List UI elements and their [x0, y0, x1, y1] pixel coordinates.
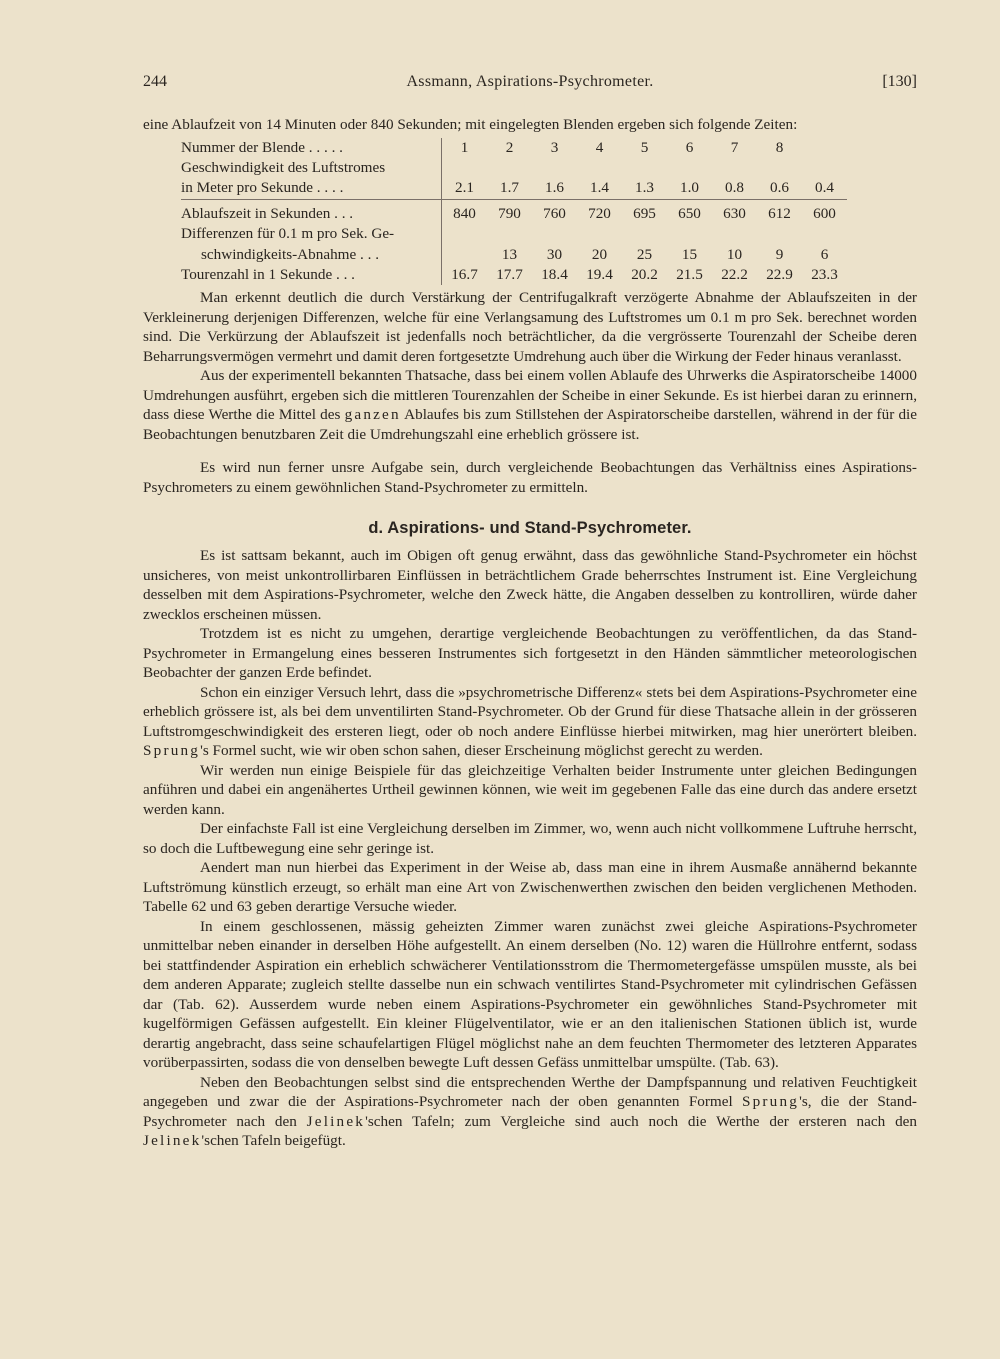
table-cell: 695: [633, 204, 656, 222]
spaced-word: Jelinek: [143, 1132, 202, 1150]
row-label: in Meter pro Sekunde . . . .: [181, 178, 442, 199]
row-label: Nummer der Blende . . . . .: [181, 138, 442, 158]
table-cell: [442, 245, 488, 265]
running-title: Assmann, Aspirations-Psychrometer.: [406, 73, 654, 90]
table-cell: 630: [723, 204, 746, 222]
table-row: [181, 265, 847, 285]
table-cell: 1.4: [577, 178, 622, 199]
table-cell: 1.7: [487, 178, 532, 199]
paragraph: Aendert man nun hierbei das Experiment in der Weise ab, dass man eine in ihrem Ausmaße annähernd bekannte Luftströmung künstlich erzeugt, so erhält man eine Art von Zwischenwerthen zwischen den beiden verglichenen Methoden. Tabelle 62 und 63 geben derartige Versuche wieder.: [143, 859, 917, 916]
table-cell: [802, 138, 847, 158]
section-heading: d. Aspirations- und Stand-Psychrometer.: [368, 519, 692, 538]
row-label: Ablaufszeit in Sekunden . . .: [181, 199, 442, 224]
paragraph: Aus der experimentell bekannten Thatsache, dass bei einem vollen Ablaufe des Uhrwerks die Aspiratorscheibe 14000 Umdrehungen ausführt, ergeben sich die mittleren Tourenzahlen der Scheibe in einer Sekunde. Es ist hierbei daran zu erinnern, dass diese Werthe die Mittel des ganzen Ablaufes bis zum Stillstehen der Aspiratorscheibe darstellen, während in der für die Beobachtungen benutzbaren Zeit die Umdrehungszahl eine erheblich grössere ist.: [143, 367, 918, 443]
intro-line: eine Ablaufzeit von 14 Minuten oder 840 Sekunden; mit eingelegten Blenden ergeben sich folgende Zeiten:: [143, 116, 798, 133]
table-cell: 3: [550, 138, 559, 156]
table-cell: 790: [498, 204, 521, 222]
table-cell: 0.6: [757, 178, 802, 199]
table-cell: 600: [813, 204, 836, 222]
row-label: Geschwindigkeit des Luftstromes: [181, 158, 442, 178]
table-cell: 4: [595, 138, 604, 156]
table-cell: 720: [588, 204, 611, 222]
table-row: [181, 138, 847, 158]
table-row: [181, 178, 847, 199]
table-cell: 0.8: [712, 178, 757, 199]
paragraph: Schon ein einziger Versuch lehrt, dass die »psychrometrische Differenz« stets bei dem Aspirations-Psychrometer eine erheblich grössere ist, als bei dem unventilirten Stand-Psychrometer. Ob der Grund für diese Thatsache allein in der grösseren Luftstromgeschwindigkeit des ersteren liegt, oder ob noch andere Einflüsse hierbei mitwirken, mag hier unerörtert bleiben. Sprung's Formel sucht, wie wir oben schon sahen, dieser Erscheinung möglichst gerecht zu werden.: [143, 683, 917, 760]
row-label: schwindigkeits-Abnahme . . .: [181, 245, 442, 265]
paragraph: Man erkennt deutlich die durch Verstärkung der Centrifugalkraft verzögerte Abnahme der Ablaufszeiten in der Verkleinerung derjenigen Differenzen, welche für eine Verlangsamung des Luftstromes um 0.1 m pro Sek. berechnet worden sind. Die Verkürzung der Ablaufszeit ist jedenfalls noch beträchtlicher, da die vergrösserte Tourenzahl der Scheibe deren Beharrungsvermögen vermehrt und damit deren fortgesetzte Umdrehung auch über die Wirkung der Feder hinaus veranlasst.: [143, 289, 917, 365]
spaced-word: Sprung: [741, 1093, 800, 1111]
table-row: [181, 245, 847, 265]
table-row: [181, 224, 847, 244]
table-cell: 30: [546, 245, 563, 263]
table-cell: 15: [681, 245, 698, 263]
spaced-word: ganzen: [344, 406, 401, 424]
table-row: [181, 158, 847, 178]
table-cell: 2.1: [442, 178, 488, 199]
row-label: Tourenzahl in 1 Sekunde . . .: [181, 265, 442, 285]
blende-table: [181, 138, 847, 286]
spaced-word: Sprung: [143, 742, 201, 760]
table-row: [181, 199, 847, 224]
table-cell: 17.7: [496, 265, 523, 283]
table-cell: 840: [453, 204, 476, 222]
paragraph: Es ist sattsam bekannt, auch im Obigen oft genug erwähnt, dass das gewöhnliche Stand-Psychrometer ein höchst unsicheres, von meist unkontrollirbaren Einflüssen in beträchtlichem Grade beherrschtes Instrument ist. Eine Vergleichung desselben mit dem Aspirations-Psychrometer, welche den Zweck hätte, die Angaben desselben zu kontrolliren, würde daher zwecklos erscheinen müssen.: [143, 547, 917, 623]
paragraph: Neben den Beobachtungen selbst sind die entsprechenden Werthe der Dampfspannung und relativen Feuchtigkeit angegeben und zwar die der Aspirations-Psychrometer nach der oben genannten Formel Sprung's, die der Stand-Psychrometer nach den Jelinek'schen Tafeln; zum Vergleiche sind auch noch die Werthe der ersteren nach den Jelinek'schen Tafeln beigefügt.: [143, 1073, 918, 1150]
running-header: [143, 73, 917, 97]
table-cell: 5: [640, 138, 649, 156]
row-label: Differenzen für 0.1 m pro Sek. Ge-: [181, 224, 442, 244]
table-cell: 2: [505, 138, 514, 156]
page-number: 244: [143, 73, 167, 90]
table-cell: 1: [460, 138, 469, 156]
table-cell: 16.7: [451, 265, 478, 283]
table-cell: 18.4: [541, 265, 568, 283]
spaced-word: Jelinek: [306, 1112, 366, 1130]
paragraph: Es wird nun ferner unsre Aufgabe sein, durch vergleichende Beobachtungen das Verhältniss eines Aspirations-Psychrometers zu einem gewöhnlichen Stand-Psychrometer zu ermitteln.: [143, 459, 917, 496]
table-cell: 6: [685, 138, 694, 156]
table-cell: 19.4: [586, 265, 613, 283]
table-cell: 1.3: [622, 178, 667, 199]
table-cell: 13: [501, 245, 518, 263]
body-text: [143, 115, 917, 1151]
table-cell: 10: [726, 245, 743, 263]
table-cell: 23.3: [811, 265, 838, 283]
table-cell: 22.2: [721, 265, 748, 283]
paragraph: Der einfachste Fall ist eine Vergleichung derselben im Zimmer, wo, wenn auch nicht vollkommene Luftruhe herrscht, so doch die Luftbewegung eine sehr geringe ist.: [143, 820, 917, 857]
table-cell: 6: [820, 245, 829, 263]
table-cell: 0.4: [802, 178, 847, 199]
table-cell: 650: [678, 204, 701, 222]
table-cell: 9: [775, 245, 784, 263]
table-cell: 1.6: [532, 178, 577, 199]
paragraph: Trotzdem ist es nicht zu umgehen, derartige vergleichende Beobachtungen zu veröffentlichen, da das Stand-Psychrometer in Ermangelung eines besseren Instrumentes sich fortgesetzt in den Händen sämmtlicher meteorologischen Beobachter der ganzen Erde befindet.: [143, 625, 917, 682]
table-cell: 25: [636, 245, 653, 263]
table-cell: 1.0: [667, 178, 712, 199]
table-cell: 21.5: [676, 265, 703, 283]
table-cell: 7: [730, 138, 739, 156]
table-cell: 8: [775, 138, 784, 156]
table-cell: 612: [768, 204, 791, 222]
table-cell: 22.9: [766, 265, 793, 283]
table-cell: 760: [543, 204, 566, 222]
table-cell: 20: [591, 245, 608, 263]
paragraph: In einem geschlossenen, mässig geheizten Zimmer waren zunächst zwei gleiche Aspirations-Psychrometer unmittelbar neben einander in derselben Höhe aufgestellt. An einem derselben (No. 12) waren die Hüllrohre entfernt, sodass bei stattfindender Aspiration ein erheblich schwächerer Ventilationsstrom die Thermometergefässe umspülen musste, als bei dem anderen Apparate; zugleich stellte dasselbe nun ein schwach ventilirtes Stand-Psychrometer mit cylindrischen Gefässen dar (Tab. 62). Ausserdem wurde neben einem Aspirations-Psychrometer ein gewöhnliches Stand-Psychrometer mit kugelförmigen Gefässen aufgestellt. Ein kleiner Flügelventilator, wie er an den italienischen Stationen üblich ist, wurde derartig angebracht, dass seine schaufelartigen Flügel möglichst nahe an dem feuchten Thermometer des letzteren Apparates vorüberpassirten, sodass die von denselben bewegte Luft dessen Gefäss unmittelbar umspülte. (Tab. 63).: [143, 917, 917, 1072]
bracket-number: [130]: [882, 73, 917, 90]
paragraph: Wir werden nun einige Beispiele für das gleichzeitige Verhalten beider Instrumente unter gleichen Bedingungen anführen und dabei ein angenähertes Urtheil gewinnen können, wie weit im gegebenen Falle das eine durch das andere ersetzt werden kann.: [143, 761, 917, 818]
table-cell: 20.2: [631, 265, 658, 283]
